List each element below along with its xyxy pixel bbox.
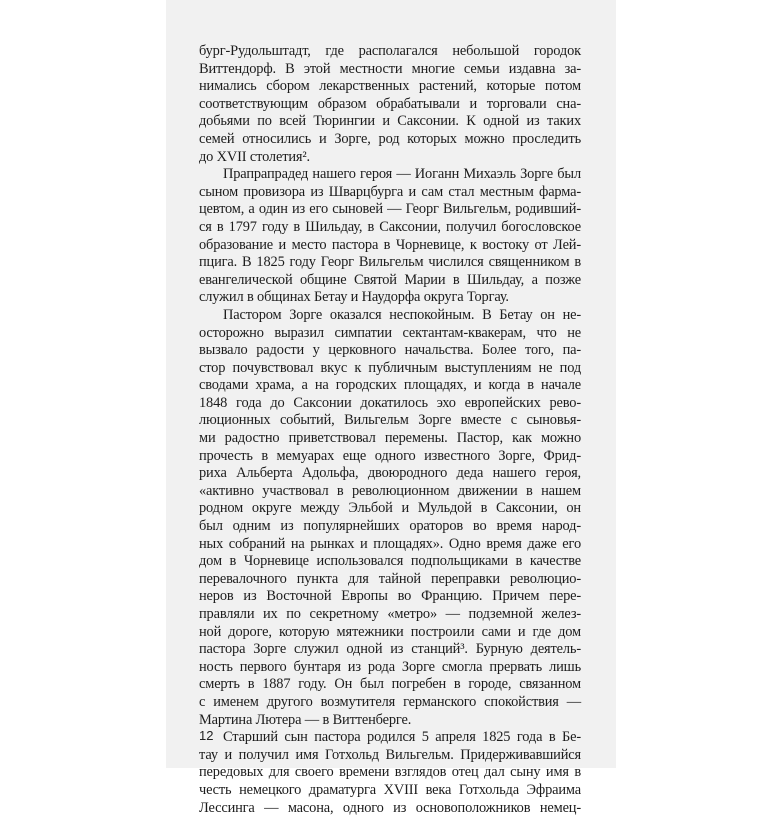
text-line: осторожно выразил симпатии сектантам-квакерам, что не (199, 324, 581, 341)
text-line: ной дороге, которую мятежники построили сами и где дом (199, 623, 581, 640)
text-line: Мартина Лютера — в Виттенберге. (199, 711, 412, 728)
text-line: Лессинга — масона, одного из основоположников немец- (199, 799, 581, 816)
text-line: стор почувствовал вкус к публичным выступлениям не под (199, 359, 581, 376)
text-line: до XVII столетия². (199, 148, 310, 165)
text-line: риха Альберта Адольфа, двоюродного деда нашего героя, (199, 465, 581, 482)
text-line: цевтом, а один из его сыновей — Георг Вильгельм, родивший- (199, 201, 581, 218)
body-text (199, 43, 581, 817)
text-line: с именем другого возмутителя германского спокойствия — (199, 693, 581, 710)
text-line: бург-Рудольштадт, где располагался небольшой городок (199, 43, 581, 59)
text-line: ми радостно приветствовал перемены. Пастор, как можно (199, 430, 581, 447)
text-line: родном округе между Эльбой и Мульдой в Саксонии, он (199, 500, 581, 517)
text-line: правляли их по секретному «метро» — подземной желез- (199, 606, 581, 622)
text-line: прочесть в мемуарах еще одного известного Зорге, Фрид- (199, 447, 581, 464)
text-line: добьями по всей Тюрингии и Саксонии. К одной из таких (199, 113, 581, 130)
text-line: вызвало радости у церковного начальства. Более того, па- (199, 342, 581, 359)
text-line: пастора Зорге служил одной из станций³. Бурную деятель- (199, 641, 581, 658)
text-line: 1848 года до Саксонии докатилось эхо европейских рево- (199, 394, 581, 411)
text-line: тау и получил имя Готхольд Вильгельм. Придерживавшийся (199, 746, 581, 763)
text-line: сводами храма, а на городских площадях, и когда в начале (199, 377, 581, 394)
text-line: дом в Чорневице использовался подпольщиками в качестве (199, 553, 581, 570)
text-line: передовых для своего времени взглядов отец дал сыну имя в (199, 764, 581, 781)
text-line: сыном провизора из Шварцбурга и сам стал местным фарма- (199, 183, 581, 200)
page-number: 12 (199, 728, 214, 743)
text-line: соответствующим образом обрабатывали и торговали сна- (199, 95, 581, 112)
text-line: Старший сын пастора родился 5 апреля 1825 года в Бе- (223, 729, 581, 746)
text-line: семей относились и Зорге, род которых можно проследить (199, 130, 581, 147)
text-line: ных собраний на рынках и площадях». Одно время даже его (199, 535, 581, 552)
text-line: Прапрапрадед нашего героя — Иоганн Михаэль Зорге был (223, 166, 581, 183)
text-line: пцига. В 1825 году Георг Вильгельм числился священником в (199, 254, 581, 271)
text-line: ность первого бунтаря из рода Зорге смогла прервать лишь (199, 658, 581, 675)
text-line: люционных событий, Вильгельм Зорге вместе с сыновья- (199, 412, 581, 429)
text-line: неров из Восточной Европы во Францию. Причем пере- (199, 588, 581, 605)
text-line: «активно участвовал в революционном движении в нашем (199, 482, 581, 499)
text-line: евангелической общине Святой Марии в Шильдау, а позже (199, 271, 581, 288)
book-page (166, 0, 616, 816)
text-line: Виттендорф. В этой местности многие семьи издавна за- (199, 60, 581, 77)
text-line: перевалочного пункта для тайной переправки революцио- (199, 570, 581, 587)
text-line: Пастором Зорге оказался неспокойным. В Бетау он не- (223, 306, 581, 323)
text-line: ся в 1797 году в Шильдау, в Саксонии, получил богословское (199, 218, 581, 235)
text-line: был одним из популярнейших ораторов во время народ- (199, 518, 581, 535)
text-line: нимались сбором лекарственных растений, которые потом (199, 78, 581, 95)
text-line: образование и место пастора в Чорневице, к востоку от Лей- (199, 236, 581, 253)
text-line: смерть в 1887 году. Он был погребен в городе, связанном (199, 676, 581, 693)
text-line: служил в общинах Бетау и Наудорфа округа Торгау. (199, 289, 509, 306)
text-line: честь немецкого драматурга XVIII века Готхольда Эфраима (199, 781, 581, 798)
